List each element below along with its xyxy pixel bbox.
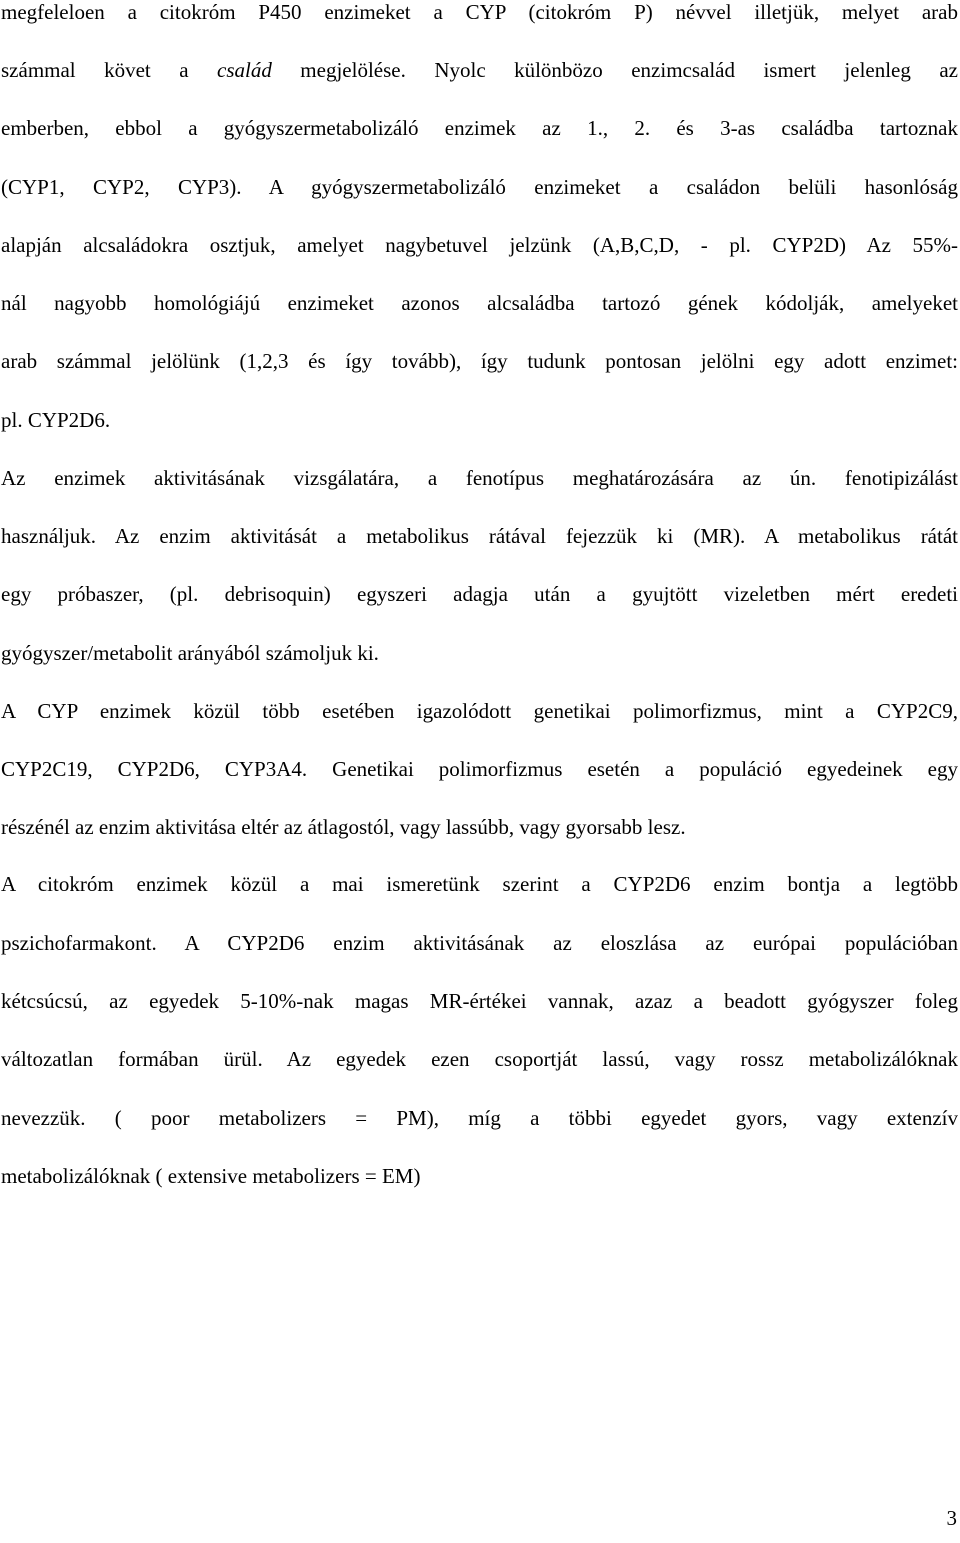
text-line: kétcsúcsú, az egyedek 5-10%-nak magas MR-értékei vannak, azaz a beadott gyógyszer foleg [1,989,958,1013]
text-line: pl. CYP2D6. [1,408,111,432]
text-line: használjuk. Az enzim aktivitását a metabolikus rátával fejezzük ki (MR). A metabolikus rátát [1,524,958,548]
text-line: megfeleloen a citokróm P450 enzimeket a CYP (citokróm P) névvel illetjük, melyet arab [1,0,958,24]
text-line: alapján alcsaládokra osztjuk, amelyet nagybetuvel jelzünk (A,B,C,D, - pl. CYP2D) Az 55%- [1,233,958,257]
text-line: emberben, ebbol a gyógyszermetabolizáló enzimek az 1., 2. és 3-as családba tartoznak [1,116,958,140]
text-line [1,56,958,84]
text-line: metabolizálóknak ( extensive metabolizers = EM) [1,1164,421,1188]
text-line: pszichofarmakont. A CYP2D6 enzim aktivitásának az eloszlása az európai populációban [1,931,958,955]
text-line: A CYP enzimek közül több esetében igazolódott genetikai polimorfizmus, mint a CYP2C9, [1,699,958,723]
text-line: nál nagyobb homológiájú enzimeket azonos alcsaládba tartozó gének kódolják, amelyeket [1,291,958,315]
text-line: arab számmal jelölünk (1,2,3 és így tovább), így tudunk pontosan jelölni egy adott enzimet: [1,349,958,373]
italic-term: család [217,58,272,82]
page-number: 3 [946,1506,957,1530]
text-line: Az enzimek aktivitásának vizsgálatára, a fenotípus meghatározására az ún. fenotipizálást [1,466,958,490]
text-line: nevezzük. ( poor metabolizers = PM), míg a többi egyedet gyors, vagy extenzív [1,1106,958,1130]
text-span: számmal követ a [1,58,218,82]
text-line: A citokróm enzimek közül a mai ismeretünk szerint a CYP2D6 enzim bontja a legtöbb [1,872,958,896]
text-line: változatlan formában ürül. Az egyedek ezen csoportját lassú, vagy rossz metabolizálóknak [1,1047,958,1071]
text-line: gyógyszer/metabolit arányából számoljuk ki. [1,641,379,665]
text-line: (CYP1, CYP2, CYP3). A gyógyszermetabolizáló enzimeket a családon belüli hasonlóság [1,175,958,199]
text-line: részénél az enzim aktivitása eltér az átlagostól, vagy lassúbb, vagy gyorsabb lesz. [1,815,686,839]
text-span: megjelölése. Nyolc különbözo enzimcsalád ismert jelenleg az [271,58,958,82]
text-line: egy próbaszer, (pl. debrisoquin) egyszeri adagja után a gyujtött vizeletben mért eredeti [1,582,958,606]
text-line: CYP2C19, CYP2D6, CYP3A4. Genetikai polimorfizmus esetén a populáció egyedeinek egy [1,757,958,781]
